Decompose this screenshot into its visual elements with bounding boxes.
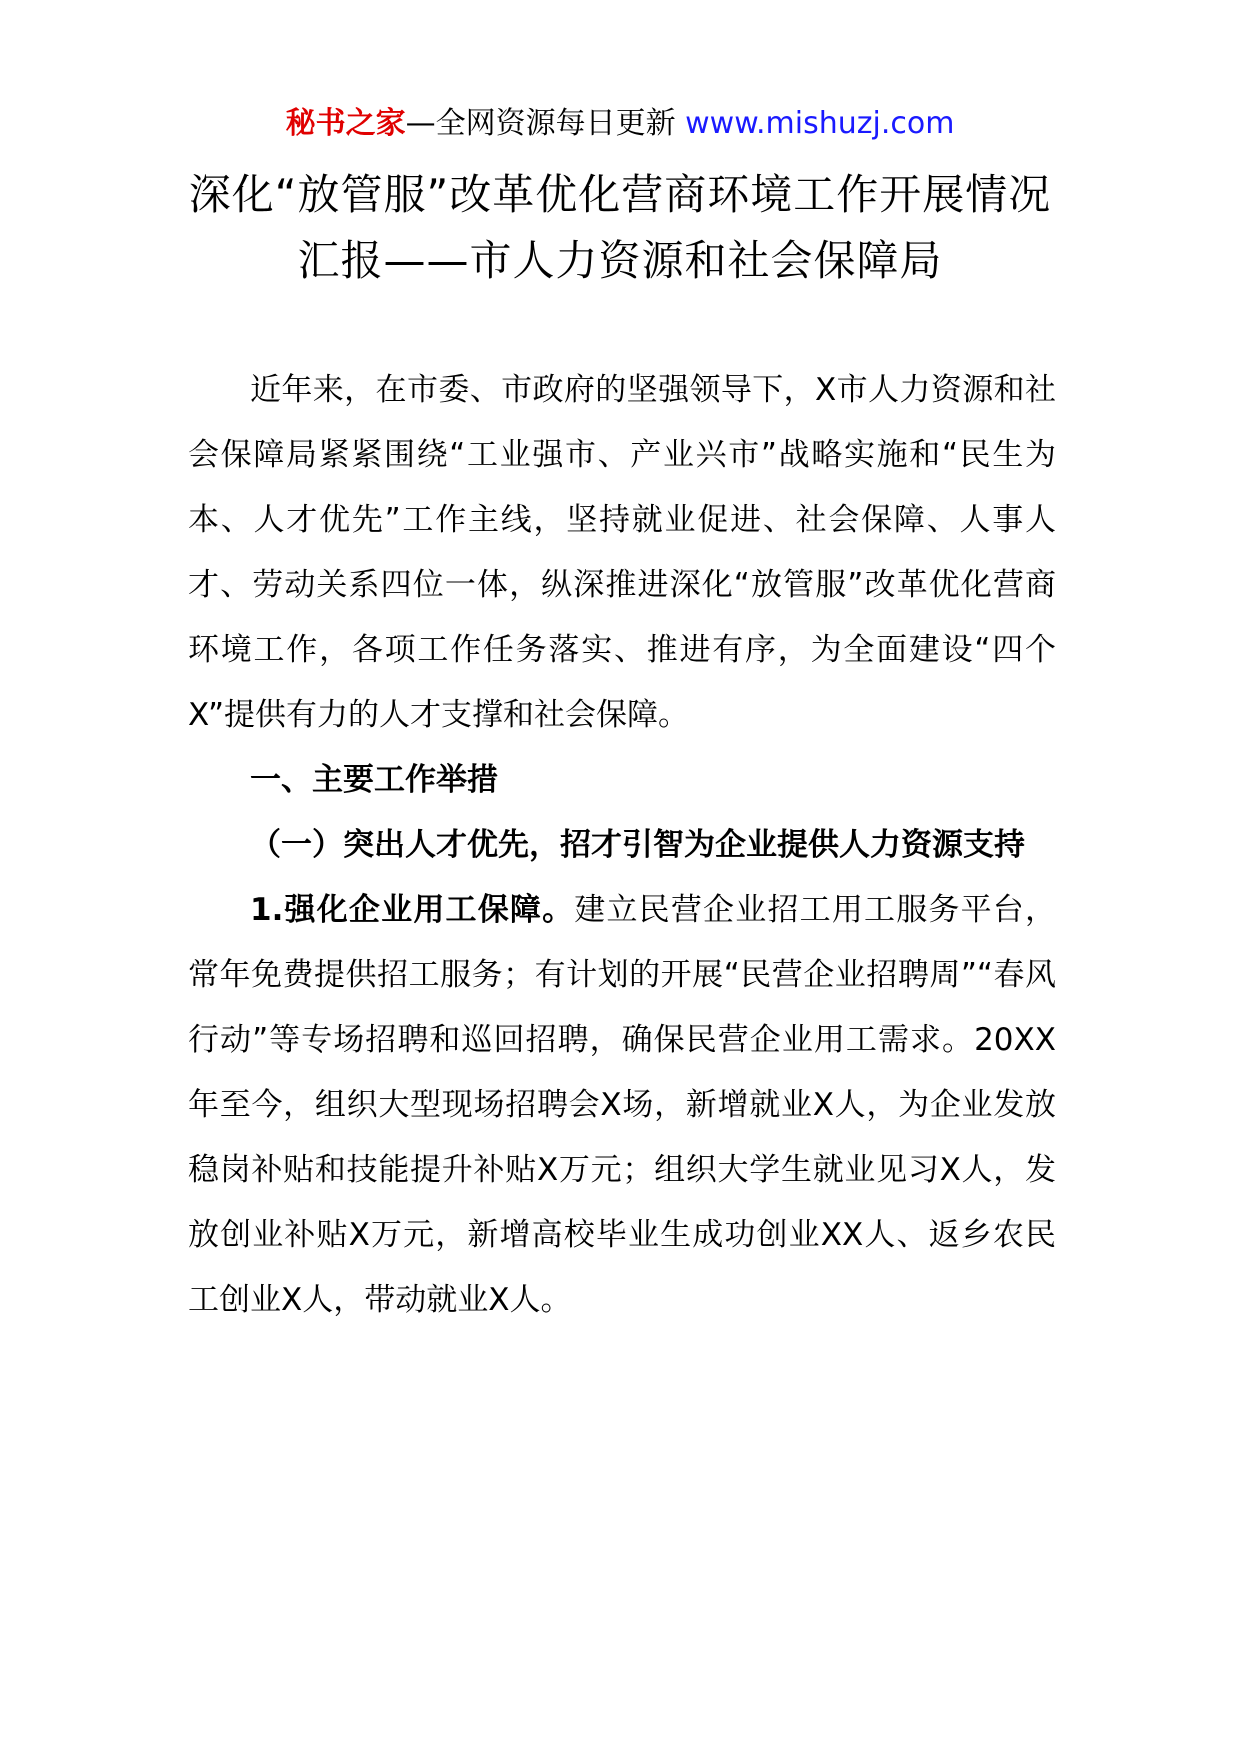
document-title: 深化“放管服”改革优化营商环境工作开展情况汇报——市人力资源和社会保障局: [188, 170, 1052, 285]
subsection-heading: （一）突出人才优先，招才引智为企业提供人力资源支持: [250, 827, 1025, 863]
item-paragraph: [188, 878, 1056, 1333]
header-slogan: —全网资源每日更新: [405, 106, 686, 141]
document-body: [188, 358, 1056, 1333]
brand-name: 秘书之家: [285, 106, 406, 141]
intro-paragraph: 近年来，在市委、市政府的坚强领导下，X市人力资源和社会保障局紧紧围绕“工业强市、产业兴市”战略实施和“民生为本、人才优先”工作主线，坚持就业促进、社会保障、人事人才、劳动关系四位一体，纵深推进深化“放管服”改革优化营商环境工作，各项工作任务落实、推进有序，为全面建设“四个X”提供有力的人才支撑和社会保障。: [188, 372, 1056, 733]
section-heading: 一、主要工作举措: [250, 762, 498, 798]
site-header: [0, 104, 1240, 144]
item-label: 1.强化企业用工保障。: [250, 892, 575, 928]
item-text: 建立民营企业招工用工服务平台，常年免费提供招工服务；有计划的开展“民营企业招聘周”“春风行动”等专场招聘和巡回招聘，确保民营企业用工需求。20XX年至今，组织大型现场招聘会X场，新增就业X人，为企业发放稳岗补贴和技能提升补贴X万元；组织大学生就业见习X人，发放创业补贴X万元，新增高校毕业生成功创业XX人、返乡农民工创业X人，带动就业X人。: [188, 892, 1056, 1318]
site-url-link[interactable]: www.mishuzj.com: [685, 106, 955, 141]
